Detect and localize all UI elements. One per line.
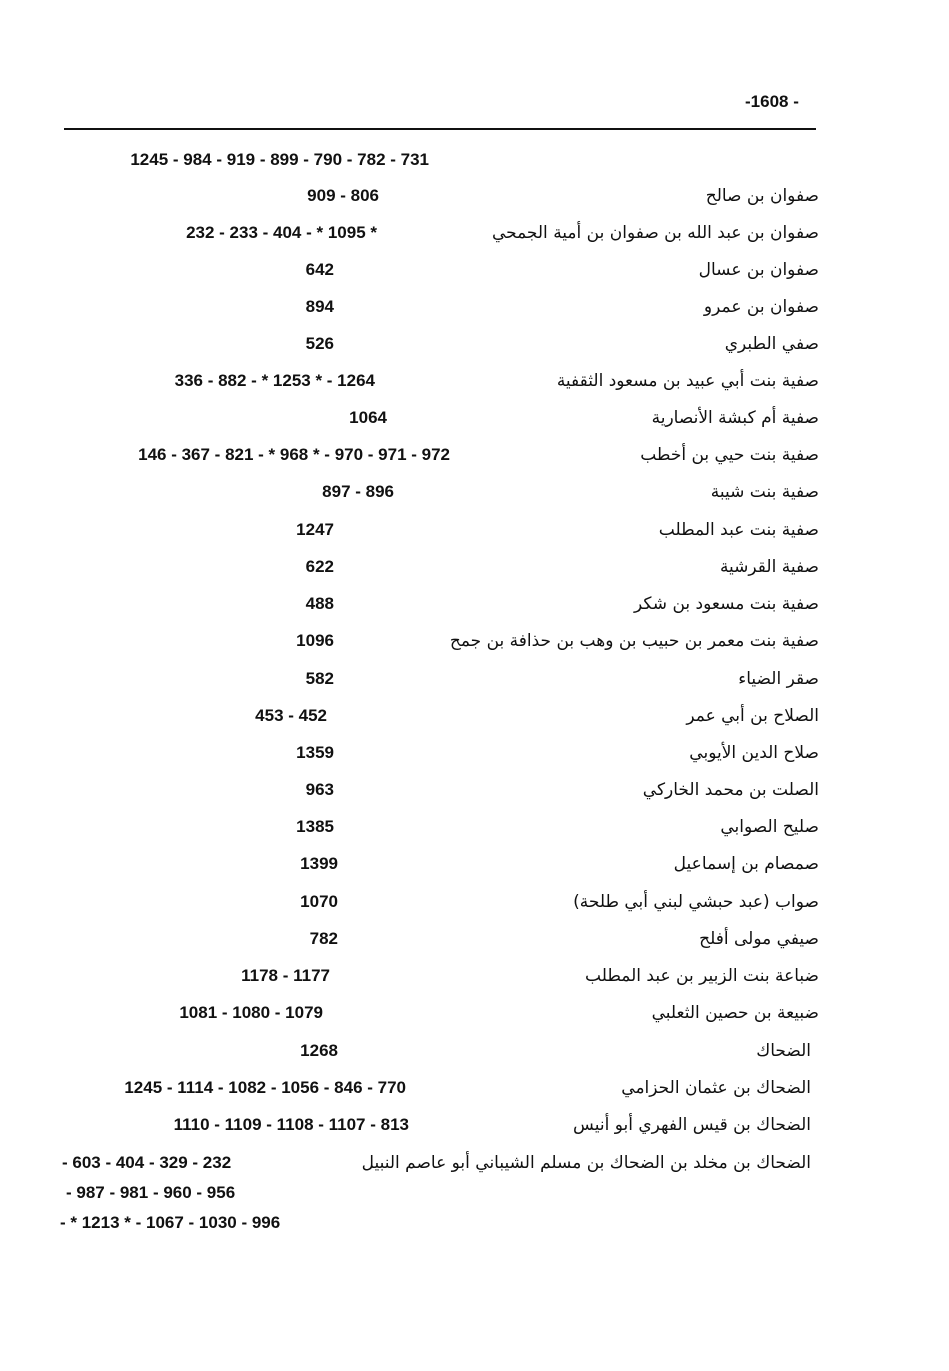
- entry-pages: 897 - 896: [322, 482, 394, 501]
- entry-pages: 1081 - 1080 - 1079: [179, 1003, 323, 1022]
- entry-pages: 909 - 806: [307, 186, 379, 205]
- entry-pages: 336 - 882 - * 1253 * - 1264: [174, 371, 375, 390]
- index-entry: [0, 329, 949, 363]
- entry-name: صواب (عبد حبشي لبني أبي طلحة): [573, 892, 819, 912]
- index-entry-last: [0, 1148, 949, 1232]
- index-entry: [0, 181, 949, 215]
- index-entry: [0, 440, 949, 474]
- index-entry: [0, 775, 949, 809]
- entry-pages: 1247: [296, 520, 334, 539]
- index-entry: [0, 292, 949, 326]
- entry-pages-line-2: - 987 - 981 - 960 - 956: [66, 1183, 236, 1202]
- index-entry: [0, 998, 949, 1032]
- entry-pages: 1268: [300, 1041, 338, 1060]
- entry-pages-line-1: - 603 - 404 - 329 - 232: [62, 1153, 232, 1172]
- entry-pages: 963: [305, 780, 334, 799]
- entry-pages: 782: [309, 929, 338, 948]
- entry-pages-line-3: - * 1213 * - 1067 - 1030 - 996: [60, 1213, 281, 1232]
- entry-name: الضحاك بن مخلد بن الضحاك بن مسلم الشيباني أبو عاصم النبيل: [361, 1153, 811, 1173]
- index-entry: [0, 515, 949, 549]
- index-entry: [0, 255, 949, 289]
- entry-pages: 1245 - 1114 - 1082 - 1056 - 846 - 770: [124, 1078, 406, 1097]
- entry-pages: 453 - 452: [255, 706, 327, 725]
- entry-name: صفية بنت معمر بن حبيب بن وهب بن حذافة بن جمح: [449, 631, 819, 651]
- entry-pages: 1385: [296, 817, 334, 836]
- entry-name: صفية بنت شيبة: [710, 482, 819, 502]
- entry-pages: 1245 - 984 - 919 - 899 - 790 - 782 - 731: [130, 150, 429, 169]
- entry-pages: 1359: [296, 743, 334, 762]
- entry-name: صفوان بن عمرو: [703, 297, 819, 317]
- index-entry: [0, 626, 949, 660]
- index-entry: [0, 849, 949, 883]
- index-entry: [0, 218, 949, 252]
- index-entry: [0, 664, 949, 698]
- entry-pages: 894: [305, 297, 334, 316]
- entry-name: صيفي مولى أفلح: [699, 929, 819, 949]
- entry-pages: 526: [305, 334, 334, 353]
- index-entry: [0, 477, 949, 511]
- entry-pages: 1070: [300, 892, 338, 911]
- entry-pages: 582: [305, 669, 334, 688]
- index-entry: [0, 552, 949, 586]
- entry-pages: 1399: [300, 854, 338, 873]
- index-entry: [0, 1036, 949, 1070]
- entry-name: صفية بنت أبي عبيد بن مسعود الثقفية: [556, 371, 819, 391]
- entry-pages: 232 - 233 - 404 - * 1095 *: [186, 223, 377, 242]
- entry-name: الضحاك بن قيس الفهري أبو أنيس: [573, 1115, 811, 1135]
- entry-name: صفوان بن عبد الله بن صفوان بن أمية الجمحي: [491, 223, 819, 243]
- entry-name: الصلاح بن أبي عمر: [686, 706, 819, 726]
- index-entry: [0, 887, 949, 921]
- entry-name: صفوان بن عسال: [698, 260, 819, 280]
- entry-pages: 146 - 367 - 821 - * 968 * - 970 - 971 - 972: [138, 445, 450, 464]
- index-entry: [0, 701, 949, 735]
- index-entry: [0, 589, 949, 623]
- entry-name: صفوان بن صالح: [705, 186, 819, 206]
- entry-name: صفية بنت حيي بن أخطب: [640, 445, 819, 465]
- entry-pages: 642: [305, 260, 334, 279]
- entry-name: صفية بنت عبد المطلب: [658, 520, 819, 540]
- entry-name: صفية أم كبشة الأنصارية: [651, 408, 819, 428]
- entry-pages: 1178 - 1177: [241, 966, 330, 985]
- entry-pages: 1064: [349, 408, 387, 427]
- entry-name: الصلت بن محمد الخاركي: [642, 780, 819, 800]
- index-entry: [0, 1110, 949, 1144]
- index-entry: [0, 145, 949, 179]
- entry-name: صقر الضياء: [738, 669, 819, 689]
- entry-pages: 622: [305, 557, 334, 576]
- entry-name: صلاح الدين الأيوبي: [689, 743, 819, 763]
- header-rule: [64, 128, 816, 130]
- entry-name: صفية بنت مسعود بن شكر: [634, 594, 819, 614]
- index-entry: [0, 961, 949, 995]
- entry-name: ضبيعة بن حصين الثعلبي: [651, 1003, 819, 1023]
- index-entry: [0, 812, 949, 846]
- entry-name: صليح الصوابي: [720, 817, 819, 837]
- entry-name: ضباعة بنت الزبير بن عبد المطلب: [585, 966, 819, 986]
- entry-name: صفية القرشية: [719, 557, 819, 577]
- index-entry: [0, 738, 949, 772]
- entry-pages: 488: [305, 594, 334, 613]
- entry-name: الضحاك: [756, 1041, 811, 1061]
- index-entry: [0, 403, 949, 437]
- entry-name: صمصام بن إسماعيل: [673, 854, 819, 874]
- index-entry: [0, 924, 949, 958]
- entry-pages: 1096: [296, 631, 334, 650]
- index-entry: [0, 366, 949, 400]
- index-entry: [0, 1073, 949, 1107]
- entry-pages: 1110 - 1109 - 1108 - 1107 - 813: [173, 1115, 409, 1134]
- entry-name: صفي الطبري: [724, 334, 819, 354]
- page-number: -1608 -: [745, 92, 799, 111]
- entry-name: الضحاك بن عثمان الحزامي: [621, 1078, 811, 1098]
